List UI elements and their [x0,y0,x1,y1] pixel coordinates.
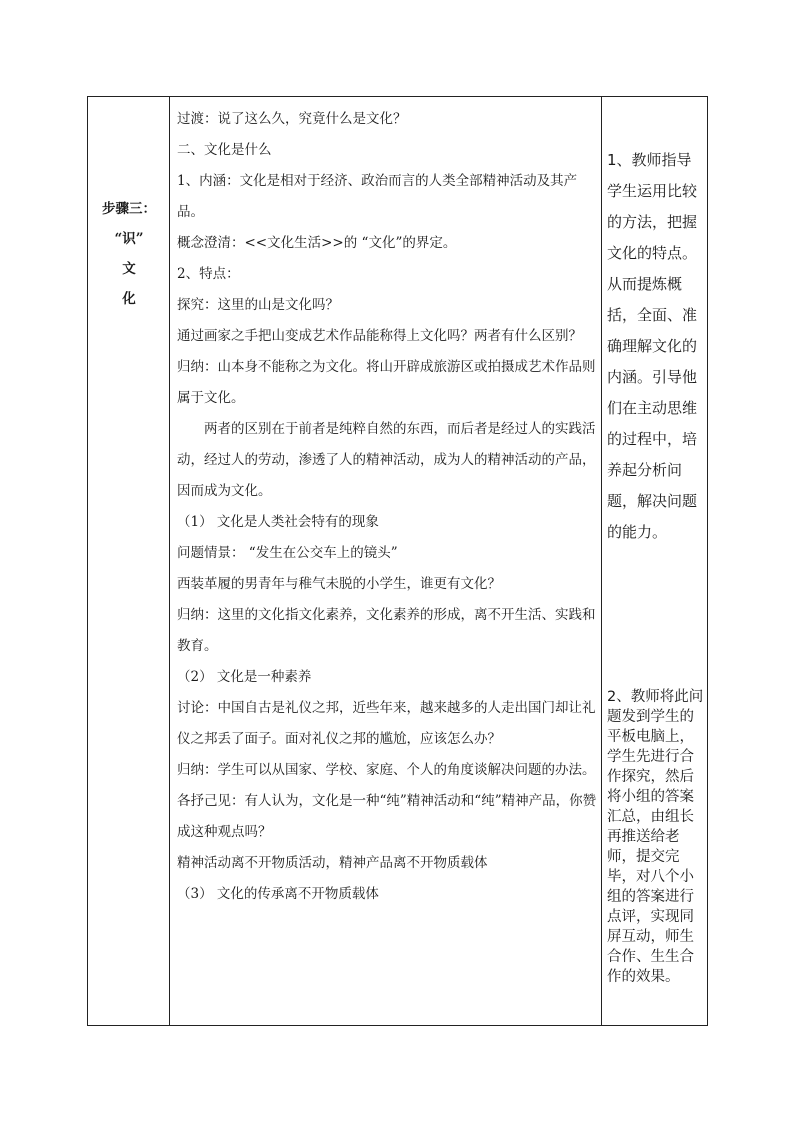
content-paragraph: 归纳：这里的文化指文化素养，文化素养的形成，离不开生活、实践和教育。 [177,607,596,654]
content-paragraph: 讨论：中国自古是礼仪之邦，近些年来，越来越多的人走出国门却让礼仪之邦丢了面子。面对礼仪之邦的尴尬，应该怎么办？ [177,700,596,747]
step-column [88,97,170,1025]
content-paragraph: 通过画家之手把山变成艺术作品能称得上文化吗？两者有什么区别？ [177,328,582,344]
content-column [170,97,602,1025]
content-paragraph: 归纳：学生可以从国家、学校、家庭、个人的角度谈解决问题的办法。 [177,762,596,778]
content-paragraph: （1） 文化是人类社会特有的现象 [177,514,379,530]
content-paragraph: 探究：这里的山是文化吗？ [177,297,339,313]
step-label-line: “识” [114,231,144,247]
notes-column [602,97,707,1025]
content-paragraph: 概念澄清：<<文化生活>>的 “文化”的界定。 [177,235,457,251]
content-paragraph: （3） 文化的传承离不开物质载体 [177,886,379,902]
content-paragraph: 1、内涵：文化是相对于经济、政治而言的人类全部精神活动及其产品。 [177,173,578,220]
step-label-line: 步骤三： [102,201,156,217]
step-label [88,194,170,314]
content-text [177,104,597,910]
teacher-note-1: 1、教师指导学生运用比较的方法，把握文化的特点。从而提炼概括，全面、准确理解文化的内涵。引导他们在主动思维的过程中，培养起分析问题，解决问题的能力。 [607,151,698,541]
content-paragraph: 各抒己见：有人认为，文化是一种“纯”精神活动和“纯”精神产品，你赞成这种观点吗？ [177,793,597,840]
content-paragraph: 2、特点： [177,266,240,282]
content-paragraph: 西装革履的男青年与稚气未脱的小学生，谁更有文化？ [177,576,501,592]
step-label-line: 化 [122,291,136,307]
content-paragraph: 精神活动离不开物质活动，精神产品离不开物质载体 [177,855,488,871]
lesson-table [87,96,708,1026]
content-paragraph: 问题情景： “发生在公交车上的镜头” [177,545,398,561]
content-paragraph: 过渡：说了这么久，究竟什么是文化？ [177,111,407,127]
content-paragraph: 归纳：山本身不能称之为文化。将山开辟成旅游区或拍摄成艺术作品则属于文化。 [177,359,596,406]
content-paragraph: 两者的区别在于前者是纯粹自然的东西，而后者是经过人的实践活动，经过人的劳动，渗透了人的精神活动，成为人的精神活动的产品，因而成为文化。 [177,421,596,499]
content-paragraph: 二、文化是什么 [177,142,272,158]
teacher-note-2: 2、教师将此问题发到学生的平板电脑上，学生先进行合作探究，然后将小组的答案汇总，由组长再推送给老师，提交完毕，对八个小组的答案进行点评，实现同屏互动，师生合作、生生合作的效果。 [607,689,704,985]
step-label-line: 文 [122,261,136,277]
content-paragraph: （2） 文化是一种素养 [177,669,312,685]
